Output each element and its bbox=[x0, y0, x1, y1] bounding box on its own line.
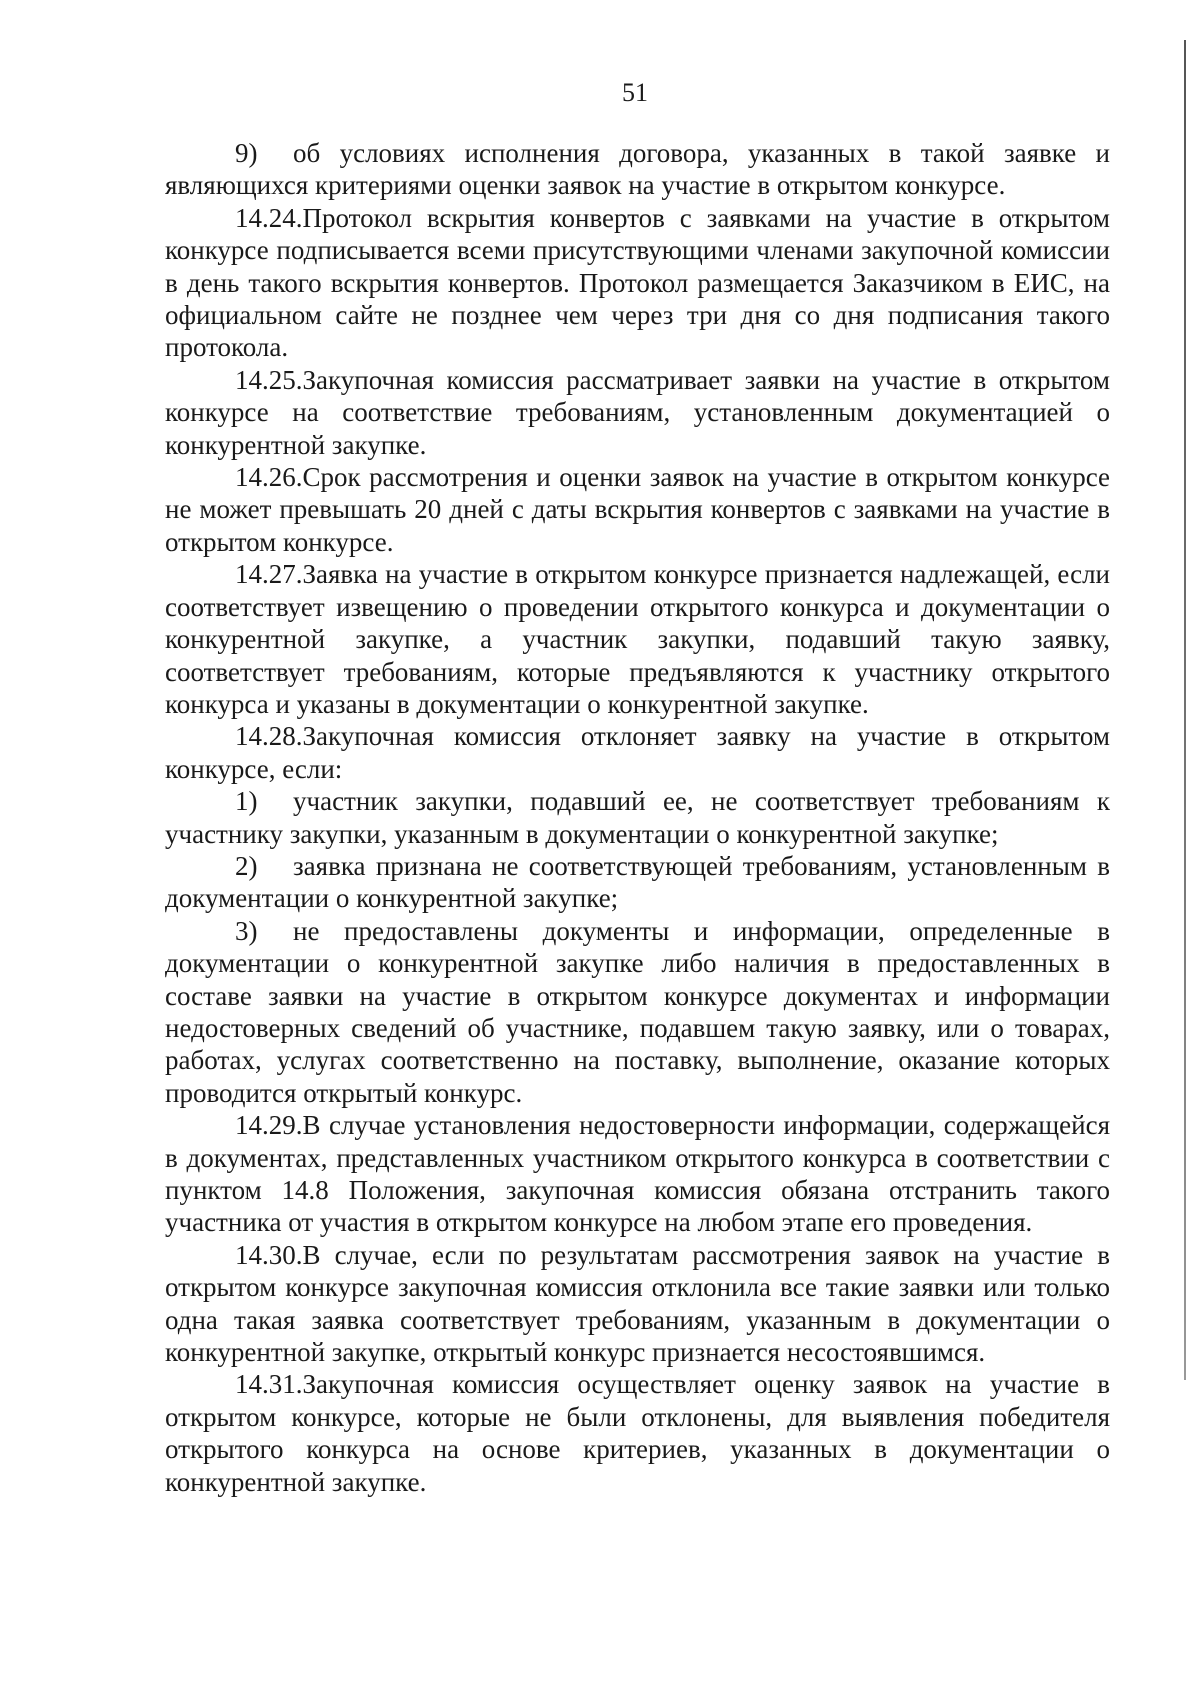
clause-14-28: 14.28.Закупочная комиссия отклоняет заявку на участие в открытом конкурсе, если: bbox=[165, 721, 1110, 784]
list-item-9 bbox=[165, 137, 1110, 202]
list-item-3 bbox=[165, 915, 1110, 1109]
clause-14-24: 14.24.Протокол вскрытия конвертов с заявками на участие в открытом конкурсе подписывается всеми присутствующими членами закупочной комиссии в день такого вскрытия конвертов. Протокол размещается Заказчиком в ЕИС, на официальном сайте не позднее чем через три дня со дня подписания такого протокола. bbox=[165, 202, 1110, 363]
clause-14-31: 14.31.Закупочная комиссия осуществляет оценку заявок на участие в открытом конкурсе, которые не были отклонены, для выявления победителя открытого конкурса на основе критериев, указанных в документации о конкурентной закупке. bbox=[165, 1369, 1110, 1497]
item-number: 1) bbox=[235, 786, 258, 817]
list-item-1 bbox=[165, 785, 1110, 850]
page-number: 51 bbox=[622, 78, 648, 107]
document-body bbox=[165, 137, 1110, 1498]
paragraph-text: об условиях исполнения договора, указанных в такой заявке и являющихся критериями оценки заявок на участие в открытом конкурсе. bbox=[165, 138, 1110, 201]
clause-14-26: 14.26.Срок рассмотрения и оценки заявок на участие в открытом конкурсе не может превышать 20 дней с даты вскрытия конвертов с заявками на участие в открытом конкурсе. bbox=[165, 462, 1110, 557]
item-number: 9) bbox=[235, 138, 258, 168]
item-number: 2) bbox=[235, 850, 258, 881]
item-number: 3) bbox=[235, 915, 258, 946]
clause-14-27: 14.27.Заявка на участие в открытом конкурсе признается надлежащей, если соответствует извещению о проведении открытого конкурса и документации о конкурентной закупке, а участник закупки, подавший такую заявку, соответствует требованиям, которые предъявляются к участнику открытого конкурса и указаны в документации о конкурентной закупке. bbox=[165, 559, 1110, 719]
clause-14-25: 14.25.Закупочная комиссия рассматривает заявки на участие в открытом конкурсе на соответствие требованиям, установленным документацией о конкурентной закупке. bbox=[165, 364, 1110, 460]
paragraph-text: участник закупки, подавший ее, не соответствует требованиям к участнику закупки, указанным в документации о конкурентной закупке; bbox=[165, 786, 1110, 849]
list-item-2 bbox=[165, 850, 1110, 915]
clause-14-30: 14.30.В случае, если по результатам рассмотрения заявок на участие в открытом конкурсе закупочная комиссия отклонила все такие заявки или только одна такая заявка соответствует требованиям, указанным в документации о конкурентной закупке, открытый конкурс признается несостоявшимся. bbox=[165, 1239, 1110, 1368]
scan-edge-line bbox=[1184, 40, 1186, 1380]
clause-14-29: 14.29.В случае установления недостоверности информации, содержащейся в документах, представленных участником открытого конкурса в соответствии с пунктом 14.8 Положения, закупочная комиссия обязана отстранить такого участника от участия в открытом конкурсе на любом этапе его проведения. bbox=[165, 1110, 1110, 1238]
paragraph-text: не предоставлены документы и информации, определенные в документации о конкурентной закупке либо наличия в предоставленных в составе заявки на участие в открытом конкурсе документах и информации недостоверных сведений об участнике, подавшем такую заявку, или о товарах, работах, услугах соответственно на поставку, выполнение, оказание которых проводится открытый конкурс. bbox=[165, 915, 1110, 1108]
paragraph-text: заявка признана не соответствующей требованиям, установленным в документации о конкурентной закупке; bbox=[165, 850, 1110, 914]
